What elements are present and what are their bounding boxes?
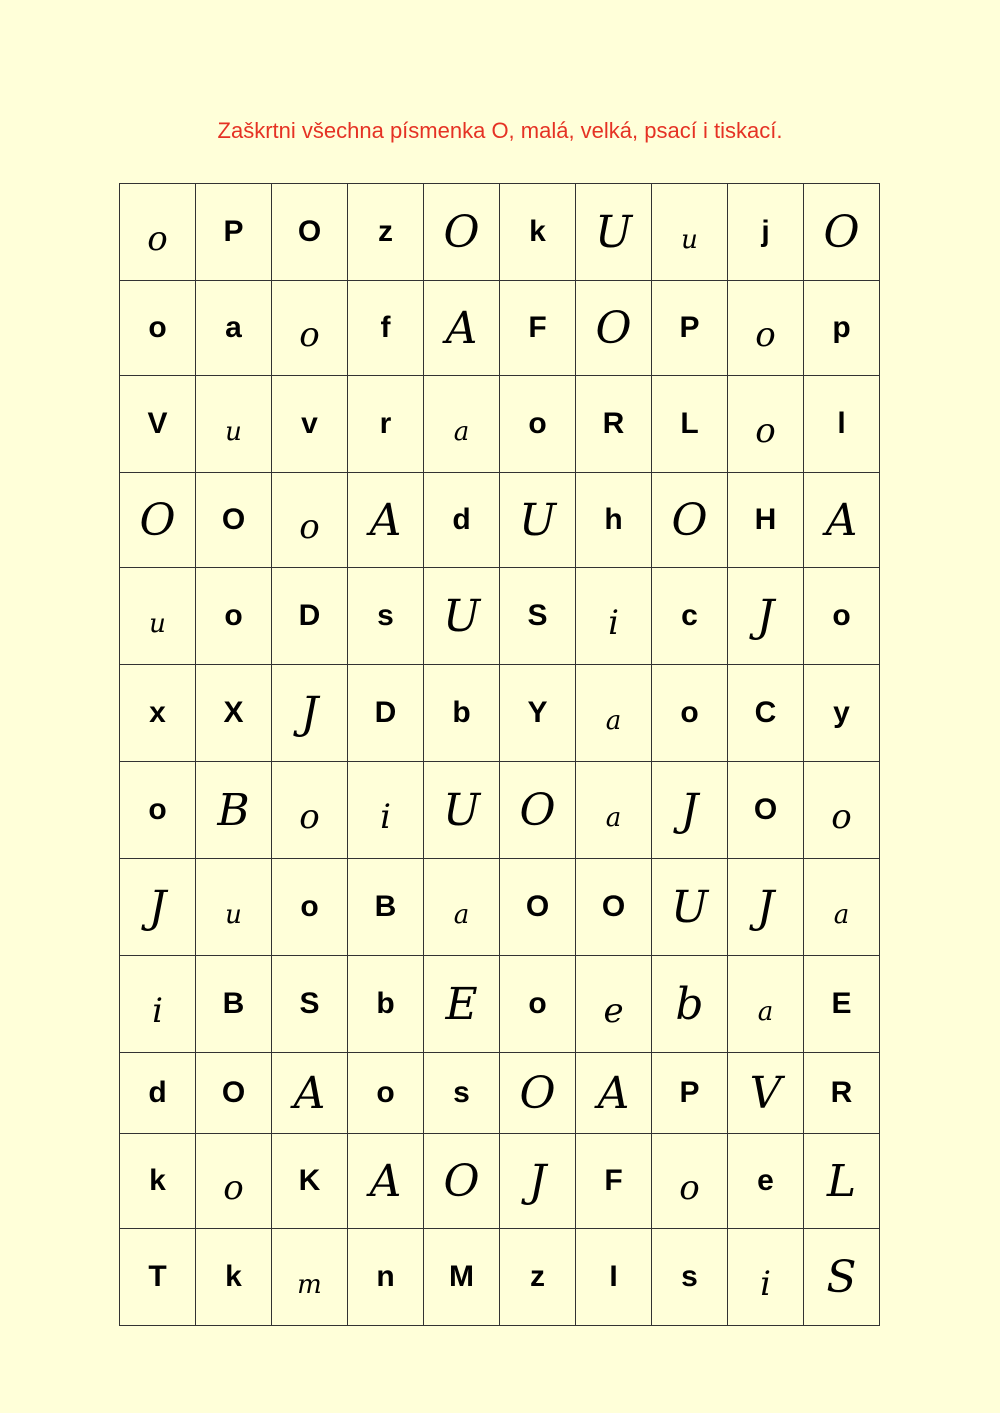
- letter-cell[interactable]: X: [196, 665, 272, 762]
- letter-cell[interactable]: i: [728, 1229, 804, 1326]
- letter-cell[interactable]: k: [120, 1134, 196, 1229]
- letter-cell[interactable]: F: [500, 281, 576, 376]
- letter-cell[interactable]: O: [196, 1053, 272, 1134]
- grid-row: [120, 376, 880, 473]
- letter-cell[interactable]: i: [576, 568, 652, 665]
- grid-row: [120, 1229, 880, 1326]
- grid-row: [120, 473, 880, 568]
- letter-cell[interactable]: i: [120, 956, 196, 1053]
- letter-cell[interactable]: O: [500, 1053, 576, 1134]
- letter-cell[interactable]: b: [652, 956, 728, 1053]
- letter-cell[interactable]: s: [652, 1229, 728, 1326]
- letter-cell[interactable]: O: [424, 184, 500, 281]
- letter-cell[interactable]: f: [348, 281, 424, 376]
- letter-cell[interactable]: z: [500, 1229, 576, 1326]
- letter-cell[interactable]: P: [196, 184, 272, 281]
- letter-cell[interactable]: o: [120, 762, 196, 859]
- letter-cell[interactable]: L: [652, 376, 728, 473]
- letter-cell[interactable]: J: [728, 859, 804, 956]
- grid-row: [120, 568, 880, 665]
- letter-cell[interactable]: o: [348, 1053, 424, 1134]
- letter-cell[interactable]: B: [196, 956, 272, 1053]
- letter-cell[interactable]: V: [728, 1053, 804, 1134]
- letter-cell[interactable]: j: [728, 184, 804, 281]
- letter-cell[interactable]: o: [120, 184, 196, 281]
- letter-cell[interactable]: B: [348, 859, 424, 956]
- letter-cell[interactable]: U: [424, 568, 500, 665]
- letter-cell[interactable]: P: [652, 1053, 728, 1134]
- grid-row: [120, 665, 880, 762]
- letter-cell[interactable]: d: [424, 473, 500, 568]
- letter-cell[interactable]: F: [576, 1134, 652, 1229]
- letter-cell[interactable]: O: [576, 281, 652, 376]
- letter-cell[interactable]: h: [576, 473, 652, 568]
- letter-cell[interactable]: k: [196, 1229, 272, 1326]
- letter-cell[interactable]: Y: [500, 665, 576, 762]
- letter-cell[interactable]: u: [652, 184, 728, 281]
- letter-cell[interactable]: o: [196, 1134, 272, 1229]
- letter-cell[interactable]: J: [728, 568, 804, 665]
- letter-cell[interactable]: U: [652, 859, 728, 956]
- letter-cell[interactable]: S: [500, 568, 576, 665]
- letter-cell[interactable]: D: [272, 568, 348, 665]
- letter-cell[interactable]: T: [120, 1229, 196, 1326]
- letter-cell[interactable]: U: [500, 473, 576, 568]
- letter-cell[interactable]: O: [728, 762, 804, 859]
- grid-row: [120, 762, 880, 859]
- letter-cell[interactable]: s: [424, 1053, 500, 1134]
- letter-cell[interactable]: O: [652, 473, 728, 568]
- letter-cell[interactable]: O: [272, 184, 348, 281]
- letter-cell[interactable]: B: [196, 762, 272, 859]
- grid-row: [120, 859, 880, 956]
- letter-cell[interactable]: o: [728, 281, 804, 376]
- letter-cell[interactable]: p: [804, 281, 880, 376]
- letter-cell[interactable]: l: [804, 376, 880, 473]
- letter-cell[interactable]: O: [196, 473, 272, 568]
- letter-cell[interactable]: E: [804, 956, 880, 1053]
- letter-cell[interactable]: o: [804, 762, 880, 859]
- letter-cell[interactable]: P: [652, 281, 728, 376]
- letter-cell[interactable]: o: [272, 473, 348, 568]
- letter-cell[interactable]: o: [272, 859, 348, 956]
- letter-cell[interactable]: k: [500, 184, 576, 281]
- letter-cell[interactable]: e: [576, 956, 652, 1053]
- letter-cell[interactable]: b: [424, 665, 500, 762]
- letter-cell[interactable]: o: [804, 568, 880, 665]
- letter-cell[interactable]: A: [804, 473, 880, 568]
- letter-cell[interactable]: o: [652, 665, 728, 762]
- letter-cell[interactable]: O: [120, 473, 196, 568]
- instruction-text: Zaškrtni všechna písmenka O, malá, velká, psací i tiskací.: [217, 118, 783, 143]
- letter-cell[interactable]: m: [272, 1229, 348, 1326]
- letter-cell[interactable]: o: [272, 762, 348, 859]
- letter-grid-body: [120, 184, 880, 1326]
- letter-cell[interactable]: o: [272, 281, 348, 376]
- letter-cell[interactable]: o: [728, 376, 804, 473]
- letter-cell[interactable]: d: [120, 1053, 196, 1134]
- letter-cell[interactable]: O: [576, 859, 652, 956]
- letter-cell[interactable]: x: [120, 665, 196, 762]
- letter-cell[interactable]: M: [424, 1229, 500, 1326]
- grid-row: [120, 1134, 880, 1229]
- letter-cell[interactable]: u: [196, 376, 272, 473]
- letter-cell[interactable]: U: [576, 184, 652, 281]
- letter-cell[interactable]: e: [728, 1134, 804, 1229]
- letter-cell[interactable]: a: [728, 956, 804, 1053]
- letter-cell[interactable]: A: [348, 473, 424, 568]
- letter-cell[interactable]: a: [576, 762, 652, 859]
- letter-cell[interactable]: J: [272, 665, 348, 762]
- letter-cell[interactable]: u: [196, 859, 272, 956]
- letter-cell[interactable]: u: [120, 568, 196, 665]
- letter-cell[interactable]: r: [348, 376, 424, 473]
- letter-grid: [119, 183, 880, 1326]
- letter-cell[interactable]: v: [272, 376, 348, 473]
- letter-cell[interactable]: o: [500, 956, 576, 1053]
- letter-cell[interactable]: L: [804, 1134, 880, 1229]
- letter-cell[interactable]: n: [348, 1229, 424, 1326]
- letter-cell[interactable]: R: [576, 376, 652, 473]
- letter-cell[interactable]: J: [652, 762, 728, 859]
- letter-cell[interactable]: o: [652, 1134, 728, 1229]
- letter-cell[interactable]: U: [424, 762, 500, 859]
- letter-cell[interactable]: J: [120, 859, 196, 956]
- letter-cell[interactable]: O: [500, 762, 576, 859]
- letter-cell[interactable]: s: [348, 568, 424, 665]
- letter-cell[interactable]: o: [120, 281, 196, 376]
- grid-row: [120, 956, 880, 1053]
- letter-cell[interactable]: O: [500, 859, 576, 956]
- letter-cell[interactable]: A: [424, 281, 500, 376]
- letter-cell[interactable]: K: [272, 1134, 348, 1229]
- letter-cell[interactable]: O: [804, 184, 880, 281]
- letter-cell[interactable]: a: [424, 376, 500, 473]
- grid-row: [120, 184, 880, 281]
- letter-cell[interactable]: A: [348, 1134, 424, 1229]
- letter-cell[interactable]: C: [728, 665, 804, 762]
- letter-cell[interactable]: a: [804, 859, 880, 956]
- letter-cell[interactable]: b: [348, 956, 424, 1053]
- letter-cell[interactable]: z: [348, 184, 424, 281]
- letter-cell[interactable]: V: [120, 376, 196, 473]
- letter-cell[interactable]: o: [500, 376, 576, 473]
- letter-cell[interactable]: I: [576, 1229, 652, 1326]
- letter-cell[interactable]: H: [728, 473, 804, 568]
- letter-cell[interactable]: a: [196, 281, 272, 376]
- letter-cell[interactable]: A: [576, 1053, 652, 1134]
- letter-cell[interactable]: E: [424, 956, 500, 1053]
- letter-cell[interactable]: O: [424, 1134, 500, 1229]
- letter-cell[interactable]: A: [272, 1053, 348, 1134]
- letter-cell[interactable]: J: [500, 1134, 576, 1229]
- letter-cell[interactable]: S: [804, 1229, 880, 1326]
- grid-row: [120, 281, 880, 376]
- letter-cell[interactable]: a: [424, 859, 500, 956]
- letter-cell[interactable]: c: [652, 568, 728, 665]
- letter-cell[interactable]: y: [804, 665, 880, 762]
- grid-row: [120, 1053, 880, 1134]
- letter-cell[interactable]: a: [576, 665, 652, 762]
- letter-cell[interactable]: D: [348, 665, 424, 762]
- letter-cell[interactable]: o: [196, 568, 272, 665]
- letter-cell[interactable]: S: [272, 956, 348, 1053]
- letter-cell[interactable]: i: [348, 762, 424, 859]
- letter-cell[interactable]: R: [804, 1053, 880, 1134]
